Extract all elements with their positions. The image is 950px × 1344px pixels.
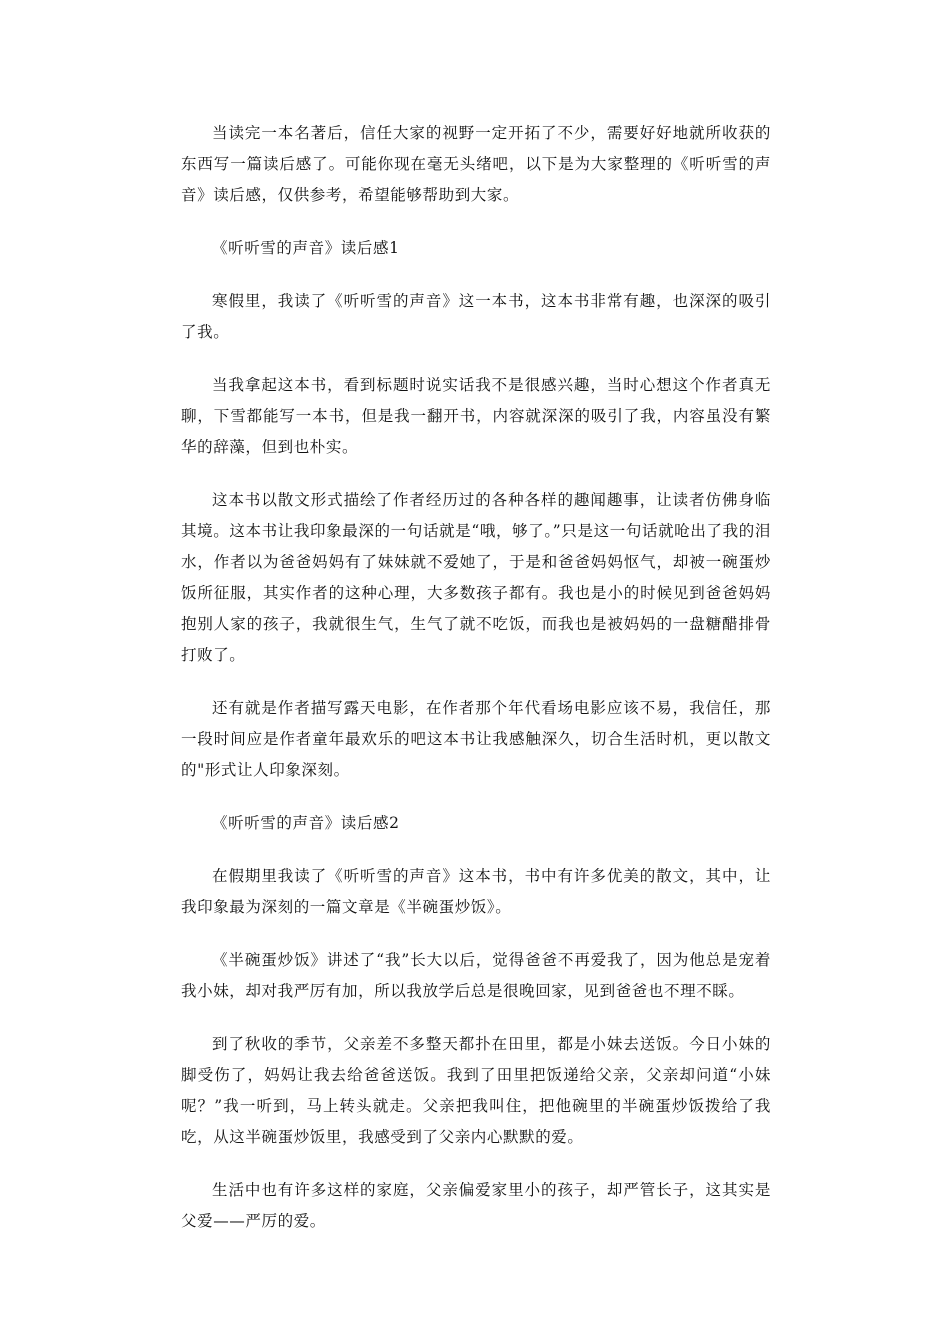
body-paragraph: 到了秋收的季节，父亲差不多整天都扑在田里，都是小妹去送饭。今日小妹的脚受伤了，妈妈让我去给爸爸送饭。我到了田里把饭递给父亲，父亲却问道“小妹呢？”我一听到，马上转头就走。父亲把我叫住，把他碗里的半碗蛋炒饭拨给了我吃，从这半碗蛋炒饭里，我感受到了父亲内心默默的爱。: [181, 1035, 771, 1146]
body-paragraph: 当我拿起这本书，看到标题时说实话我不是很感兴趣，当时心想这个作者真无聊，下雪都能写一本书，但是我一翻开书，内容就深深的吸引了我，内容虽没有繁华的辞藻，但到也朴实。: [181, 376, 771, 456]
section-heading-1: 《听听雪的声音》读后感1: [212, 239, 400, 257]
document-body: [181, 118, 771, 1259]
body-paragraph: 在假期里我读了《听听雪的声音》这本书，书中有许多优美的散文，其中，让我印象最为深刻的一篇文章是《半碗蛋炒饭》。: [181, 867, 771, 916]
body-paragraph: 生活中也有许多这样的家庭，父亲偏爱家里小的孩子，却严管长子，这其实是父爱——严厉的爱。: [181, 1181, 771, 1230]
body-paragraph: 这本书以散文形式描绘了作者经历过的各种各样的趣闻趣事，让读者仿佛身临其境。这本书让我印象最深的一句话就是“哦，够了。”只是这一句话就呛出了我的泪水，作者以为爸爸妈妈有了妹妹就不爱她了，于是和爸爸妈妈怄气，却被一碗蛋炒饭所征服，其实作者的这种心理，大多数孩子都有。我也是小的时候见到爸爸妈妈抱别人家的孩子，我就很生气，生气了就不吃饭，而我也是被妈妈的一盘糖醋排骨打败了。: [181, 491, 771, 664]
section-heading-2: 《听听雪的声音》读后感2: [212, 814, 400, 832]
body-paragraph: 《半碗蛋炒饭》讲述了“我”长大以后，觉得爸爸不再爱我了，因为他总是宠着我小妹，却对我严厉有加，所以我放学后总是很晚回家，见到爸爸也不理不睬。: [181, 951, 771, 1000]
body-paragraph: 寒假里，我读了《听听雪的声音》这一本书，这本书非常有趣，也深深的吸引了我。: [181, 292, 771, 341]
body-paragraph: 还有就是作者描写露天电影，在作者那个年代看场电影应该不易，我信任，那一段时间应是作者童年最欢乐的吧这本书让我感触深久，切合生活时机，更以散文的"形式让人印象深刻。: [181, 699, 771, 779]
intro-paragraph: 当读完一本名著后，信任大家的视野一定开拓了不少，需要好好地就所收获的东西写一篇读后感了。可能你现在毫无头绪吧，以下是为大家整理的《听听雪的声音》读后感，仅供参考，希望能够帮助到大家。: [181, 124, 771, 204]
